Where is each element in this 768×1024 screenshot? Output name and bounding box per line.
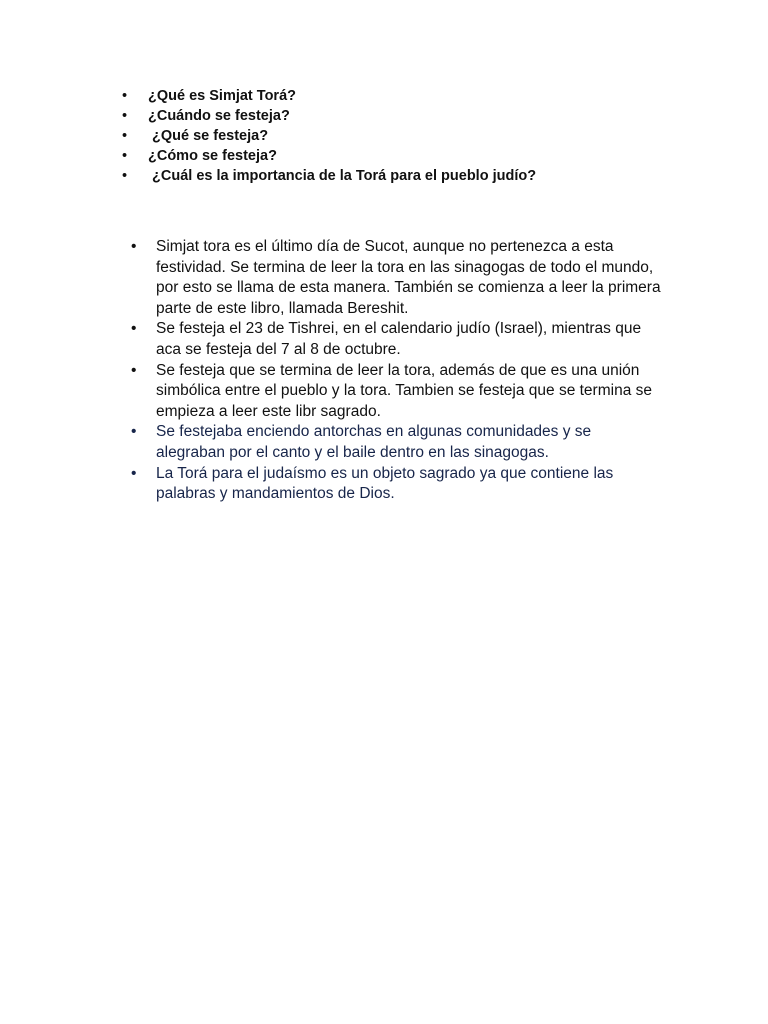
bullet-icon: • — [122, 108, 128, 124]
answer-item — [131, 422, 671, 463]
question-text: ¿Cuándo se festeja? — [148, 108, 290, 124]
answer-item — [131, 237, 671, 319]
answer-item — [131, 464, 671, 505]
bullet-icon: • — [131, 423, 137, 441]
questions-list — [122, 86, 682, 186]
answer-text: Simjat tora es el último día de Sucot, aunque no pertenezca a esta festividad. Se termina de leer la tora en las sinagogas de todo el mundo, por esto se llama de esta manera. También se comienza a leer la primera parte de este libro, llamada Bereshit. — [156, 238, 661, 317]
bullet-icon: • — [131, 238, 137, 255]
answers-list — [131, 237, 671, 505]
answer-text: Se festejaba enciendo antorchas en algunas comunidades y se alegraban por el canto y el baile dentro en las sinagogas. — [156, 423, 592, 461]
bullet-icon: • — [131, 464, 137, 482]
bullet-icon: • — [131, 320, 137, 338]
question-item — [122, 146, 682, 166]
bullet-icon: • — [131, 361, 137, 379]
bullet-icon: • — [122, 88, 128, 104]
answer-text: La Torá para el judaísmo es un objeto sagrado ya que contiene las palabras y mandamientos de Dios. — [156, 464, 614, 503]
question-text: ¿Qué se festeja? — [148, 128, 269, 144]
answer-item — [131, 319, 671, 360]
bullet-icon: • — [122, 168, 128, 184]
question-item — [122, 106, 682, 126]
bullet-icon: • — [122, 148, 128, 164]
answer-item — [131, 361, 671, 423]
question-item — [122, 166, 682, 186]
question-text: ¿Cuál es la importancia de la Torá para el pueblo judío? — [148, 168, 537, 184]
answer-text: Se festeja que se termina de leer la tora, además de que es una unión simbólica entre el pueblo y la tora. Tambien se festeja que se termina se empieza a leer este libr sagrado. — [156, 361, 652, 420]
question-item — [122, 126, 682, 146]
question-text: ¿Cómo se festeja? — [148, 148, 277, 164]
question-text: ¿Qué es Simjat Torá? — [148, 88, 296, 104]
answer-text: Se festeja el 23 de Tishrei, en el calendario judío (Israel), mientras que aca se festeja del 7 al 8 de octubre. — [156, 320, 642, 358]
question-item — [122, 86, 682, 106]
bullet-icon: • — [122, 128, 128, 144]
